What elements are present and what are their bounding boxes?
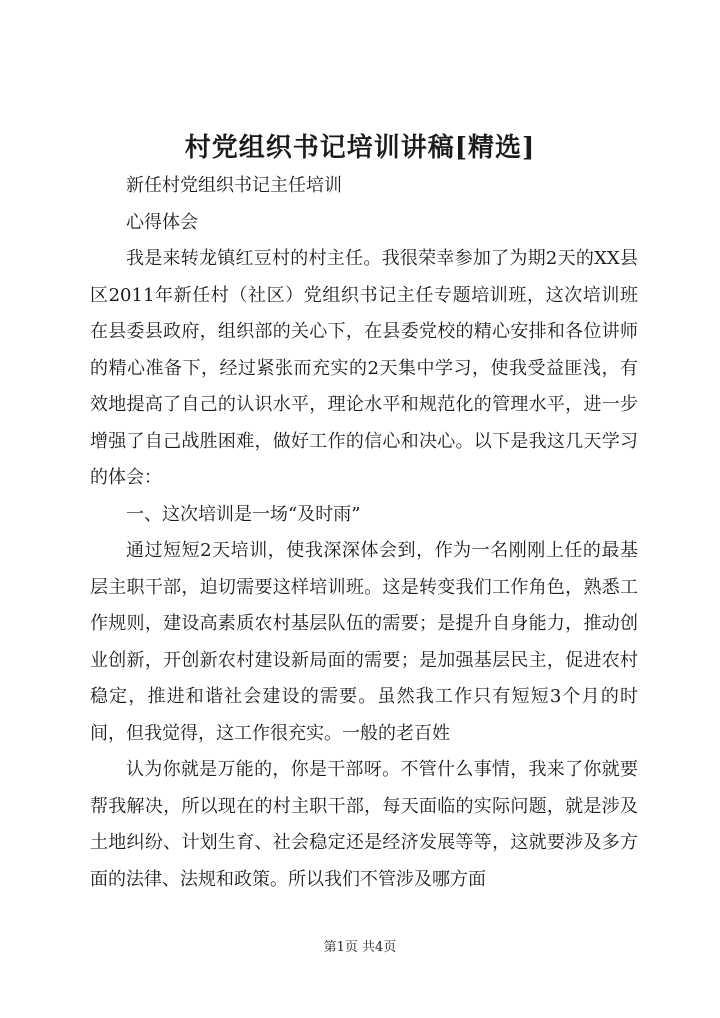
section-heading: 一、这次培训是一场“及时雨”	[126, 503, 361, 525]
subtitle-line-1: 新任村党组织书记主任培训	[126, 175, 342, 196]
body-paragraph: 认为你就是万能的，你是干部呀。不管什么事情，我来了你就要帮我解决，所以现在的村主职干部，每天面临的实际问题，就是涉及土地纠纷、计划生育、社会稳定还是经济发展等等，这就要涉及多方面的法律、法规和政策。所以我们不管涉及哪方面	[90, 759, 638, 890]
document-title: 村党组织书记培训讲稿[精选]	[184, 133, 536, 163]
body-paragraph: 我是来转龙镇红豆村的村主任。我很荣幸参加了为期2天的XX县区2011年新任村（社区）党组织书记主任专题培训班，这次培训班在县委县政府，组织部的关心下，在县委党校的精心安排和各位讲师的精心准备下，经过紧张而充实的2天集中学习，使我受益匪浅，有效地提高了自己的认识水平，理论水平和规范化的管理水平，进一步增强了自己战胜困难，做好工作的信心和决心。以下是我这几天学习的体会：	[90, 248, 638, 488]
document-body	[90, 168, 638, 898]
subtitle-line-2: 心得体会	[126, 211, 198, 233]
page-number-footer: 第1页 共4页	[323, 940, 397, 955]
body-paragraph: 通过短短2天培训，使我深深体会到，作为一名刚刚上任的最基层主职干部，迫切需要这样培训班。这是转变我们工作角色，熟悉工作规则，建设高素质农村基层队伍的需要；是提升自身能力，推动创业创新，开创新农村建设新局面的需要；是加强基层民主，促进农村稳定，推进和谐社会建设的需要。虽然我工作只有短短3个月的时间，但我觉得，这工作很充实。一般的老百姓	[90, 540, 638, 744]
